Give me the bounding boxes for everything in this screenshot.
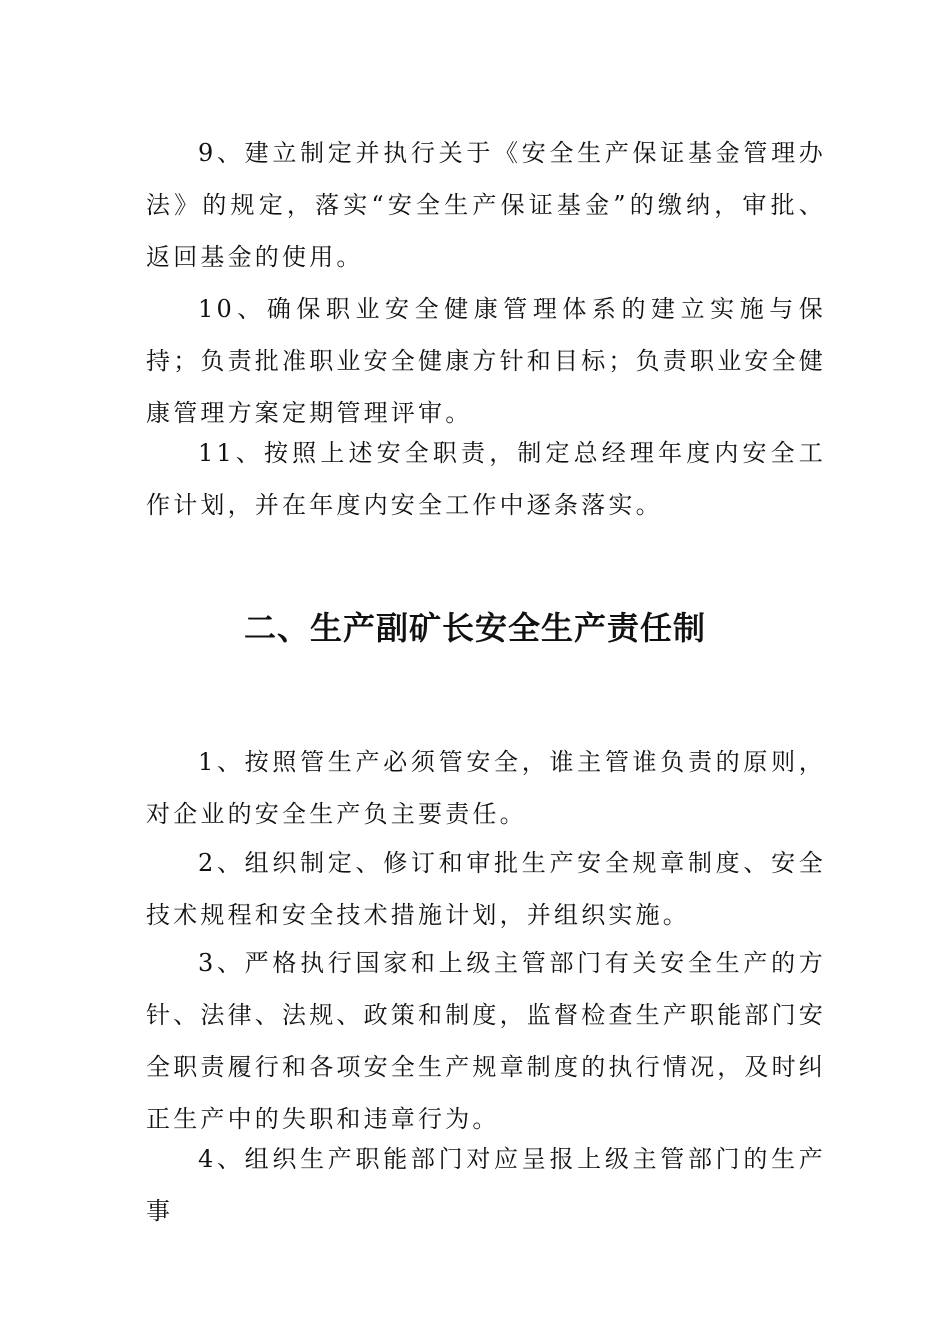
section-heading: 二、生产副矿长安全生产责任制 [243,609,706,647]
paragraph-item-4: 4、组织生产职能部门对应呈报上级主管部门的生产事 [146,1145,826,1225]
paragraph-item-10: 10、确保职业安全健康管理体系的建立实施与保持；负责批准职业安全健康方针和目标；负责职业安全健康管理方案定期管理评审。 [146,295,826,427]
paragraph-item-3: 3、严格执行国家和上级主管部门有关安全生产的方针、法律、法规、政策和制度，监督检查生产职能部门安全职责履行和各项安全生产规章制度的执行情况，及时纠正生产中的失职和违章行为。 [146,949,826,1133]
paragraph-item-9: 9、建立制定并执行关于《安全生产保证基金管理办法》的规定，落实“安全生产保证基金”的缴纳，审批、返回基金的使用。 [146,139,826,271]
paragraph-item-1: 1、按照管生产必须管安全，谁主管谁负责的原则，对企业的安全生产负主要责任。 [146,748,826,828]
paragraph-item-11: 11、按照上述安全职责，制定总经理年度内安全工作计划，并在年度内安全工作中逐条落实。 [146,439,826,519]
paragraph-item-2: 2、组织制定、修订和审批生产安全规章制度、安全技术规程和安全技术措施计划，并组织实施。 [146,849,826,929]
